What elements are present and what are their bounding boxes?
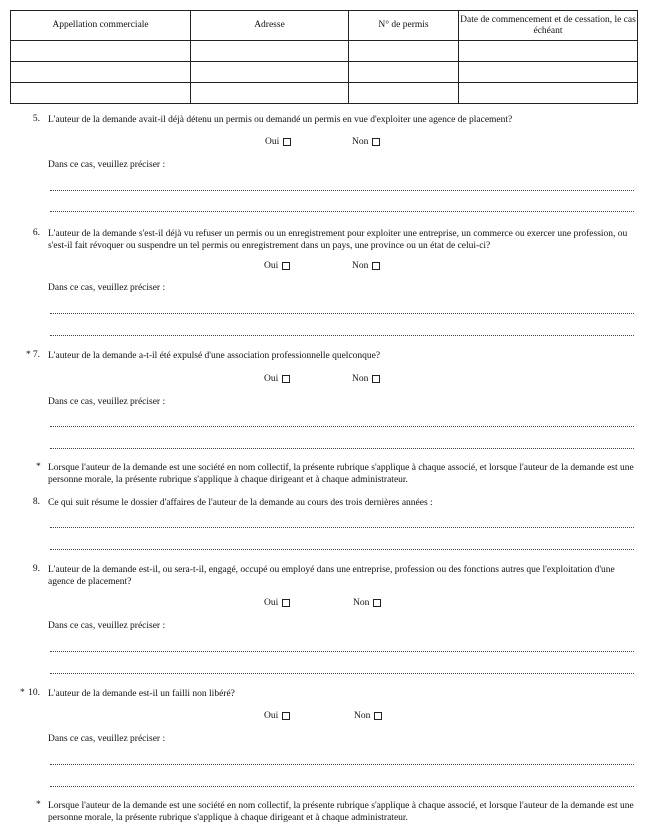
non-label: Non	[354, 711, 371, 721]
specify-label: Dans ce cas, veuillez préciser :	[48, 397, 166, 407]
answer-line[interactable]	[50, 190, 634, 191]
question-text: L'auteur de la demande avait-il déjà détenu un permis ou demandé un permis en vue d'exploiter une agence de placement?	[48, 115, 513, 125]
asterisk-marker: *	[36, 800, 41, 810]
answer-line[interactable]	[50, 313, 634, 314]
non-checkbox[interactable]	[372, 138, 380, 146]
q10-non-option[interactable]	[354, 711, 382, 721]
answer-line[interactable]	[50, 211, 634, 212]
table-cell[interactable]	[459, 83, 638, 104]
table-row	[11, 62, 638, 83]
table-cell[interactable]	[349, 83, 459, 104]
q9-non-option[interactable]	[353, 598, 381, 608]
oui-checkbox[interactable]	[282, 262, 290, 270]
question-number: 9.	[32, 564, 40, 574]
q5-non-option[interactable]	[352, 137, 380, 147]
non-checkbox[interactable]	[374, 712, 382, 720]
header-adresse: Adresse	[191, 11, 349, 41]
header-permis: N° de permis	[349, 11, 459, 41]
question-text: L'auteur de la demande s'est-il déjà vu refuser un permis ou un enregistrement pour exploiter une entreprise, un commerce ou exercer une profession, ou s'est-il fait révoquer ou suspendre un tel permis ou enregistrement dans un pays, une province ou un état de celui-ci?	[48, 229, 628, 251]
footnote-text: Lorsque l'auteur de la demande est une société en nom collectif, la présente rubrique s'applique à chaque associé, et lorsque l'auteur de la demande est une personne morale, la présente rubrique s'applique à chaque dirigeant et à chaque administrateur.	[48, 463, 634, 485]
question-number: 8.	[32, 497, 40, 507]
asterisk-marker: *	[26, 350, 31, 360]
q6-non-option[interactable]	[352, 261, 380, 271]
non-checkbox[interactable]	[372, 262, 380, 270]
q7-oui-option[interactable]	[264, 374, 290, 384]
table-row	[11, 83, 638, 104]
table-cell[interactable]	[11, 62, 191, 83]
answer-line[interactable]	[50, 549, 634, 550]
business-table	[10, 10, 638, 104]
q6-oui-option[interactable]	[264, 261, 290, 271]
oui-label: Oui	[264, 598, 279, 608]
answer-line[interactable]	[50, 527, 634, 528]
oui-checkbox[interactable]	[282, 712, 290, 720]
answer-line[interactable]	[50, 673, 634, 674]
table-cell[interactable]	[459, 62, 638, 83]
table-cell[interactable]	[349, 62, 459, 83]
answer-line[interactable]	[50, 426, 634, 427]
oui-label: Oui	[264, 261, 279, 271]
oui-checkbox[interactable]	[283, 138, 291, 146]
asterisk-marker: *	[36, 462, 41, 472]
non-label: Non	[352, 137, 369, 147]
non-checkbox[interactable]	[372, 375, 380, 383]
q9-oui-option[interactable]	[264, 598, 290, 608]
non-label: Non	[353, 598, 370, 608]
asterisk-marker: *	[20, 688, 25, 698]
question-number: 10.	[28, 688, 40, 698]
q5-oui-option[interactable]	[265, 137, 291, 147]
question-number: 6.	[32, 228, 40, 238]
question-number: 7.	[32, 350, 40, 360]
answer-line[interactable]	[50, 448, 634, 449]
oui-label: Oui	[264, 711, 279, 721]
table-cell[interactable]	[349, 41, 459, 62]
oui-label: Oui	[264, 374, 279, 384]
oui-label: Oui	[265, 137, 280, 147]
question-text: L'auteur de la demande a-t-il été expulsé d'une association professionnelle quelconque?	[48, 351, 381, 361]
oui-checkbox[interactable]	[282, 375, 290, 383]
question-text: L'auteur de la demande est-il un failli non libéré?	[48, 689, 235, 699]
specify-label: Dans ce cas, veuillez préciser :	[48, 283, 166, 293]
header-dates: Date de commencement et de cessation, le cas échéant	[459, 11, 638, 41]
specify-label: Dans ce cas, veuillez préciser :	[48, 734, 166, 744]
non-label: Non	[352, 374, 369, 384]
specify-label: Dans ce cas, veuillez préciser :	[48, 621, 166, 631]
q7-non-option[interactable]	[352, 374, 380, 384]
question-number: 5.	[32, 114, 40, 124]
table-cell[interactable]	[191, 83, 349, 104]
non-label: Non	[352, 261, 369, 271]
question-text: Ce qui suit résume le dossier d'affaires de l'auteur de la demande au cours des trois dernières années :	[48, 498, 433, 508]
answer-line[interactable]	[50, 786, 634, 787]
table-cell[interactable]	[11, 41, 191, 62]
question-text: L'auteur de la demande est-il, ou sera-t-il, engagé, occupé ou employé dans une entreprise, profession ou des fonctions autres que l'exploitation d'une agence de placement?	[48, 565, 615, 587]
q10-oui-option[interactable]	[264, 711, 290, 721]
table-cell[interactable]	[191, 62, 349, 83]
oui-checkbox[interactable]	[282, 599, 290, 607]
answer-line[interactable]	[50, 651, 634, 652]
answer-line[interactable]	[50, 335, 634, 336]
header-appellation: Appellation commerciale	[11, 11, 191, 41]
table-cell[interactable]	[11, 83, 191, 104]
non-checkbox[interactable]	[373, 599, 381, 607]
table-header-row	[11, 11, 638, 41]
table-cell[interactable]	[459, 41, 638, 62]
table-row	[11, 41, 638, 62]
table-cell[interactable]	[191, 41, 349, 62]
answer-line[interactable]	[50, 764, 634, 765]
footnote-text: Lorsque l'auteur de la demande est une société en nom collectif, la présente rubrique s'applique à chaque associé, et lorsque l'auteur de la demande est une personne morale, la présente rubrique s'applique à chaque dirigeant et à chaque administrateur.	[48, 801, 634, 823]
specify-label: Dans ce cas, veuillez préciser :	[48, 160, 166, 170]
